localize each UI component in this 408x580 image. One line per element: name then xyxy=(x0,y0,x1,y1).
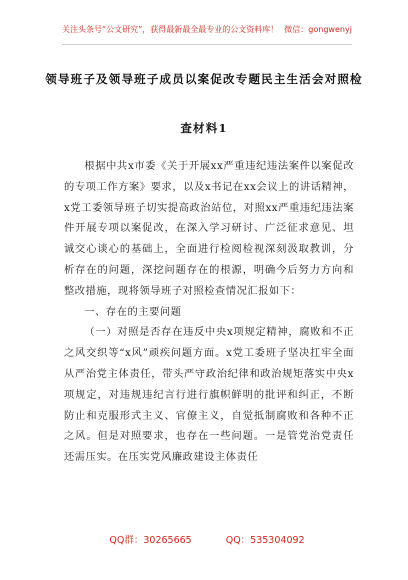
header-wechat-id: gongwenyj xyxy=(308,25,352,34)
header-wechat-label: 微信： xyxy=(284,25,309,34)
document-title-line-1: 领导班子及领导班子成员以案促改专题民主生活会对照检 xyxy=(45,72,363,86)
footer-qq-group: QQ群：30265665 xyxy=(109,535,192,546)
footer-contact xyxy=(62,535,352,547)
header-divider xyxy=(62,44,352,45)
intro-paragraph: 根据中共x市委《关于开展xx严重违纪违法案件以案促改的专项工作方案》要求，以及x书记在xx会议上的讲话精神，x党工委领导班子切实提高政治站位，对照xx严重违纪违法案件开展专项以案促改，在深入学习研讨、广泛征求意见、坦诚交心谈心的基础上，全面进行检阅检视深刻汲取教训，分析存在的问题，深挖问题存在的根源，明确今后努力方向和整改措施，现将领导班子对照检查情况汇报如下： xyxy=(64,161,354,297)
document-body xyxy=(64,157,354,469)
header-follow-text: 关注头条号“公文研究”，获得最新最全最专业的公文资料库！ xyxy=(62,25,279,34)
section-heading: 一、存在的主要问题 xyxy=(84,306,182,318)
header-banner xyxy=(62,24,352,35)
document-title-line-2: 查材料1 xyxy=(180,121,228,135)
section-paragraph: （一）对照是否存在违反中央x项规定精神，腐败和不正之风交织等“x风”顽疾问题方面。x党工委班子坚决扛牢全面从严治党主体责任，带头严守政治纪律和政治规矩落实中央x项规定，对违规违纪言行进行旗帜鲜明的批评和纠正，不断防止和克服形式主义、官僚主义，自觉抵制腐败和各种不正之风。但是对照要求，也存在一些问题。一是管党治党责任还需压实。在压实党风廉政建设主体责任 xyxy=(64,327,354,464)
footer-qq-number: QQ：535304092 xyxy=(225,535,305,546)
